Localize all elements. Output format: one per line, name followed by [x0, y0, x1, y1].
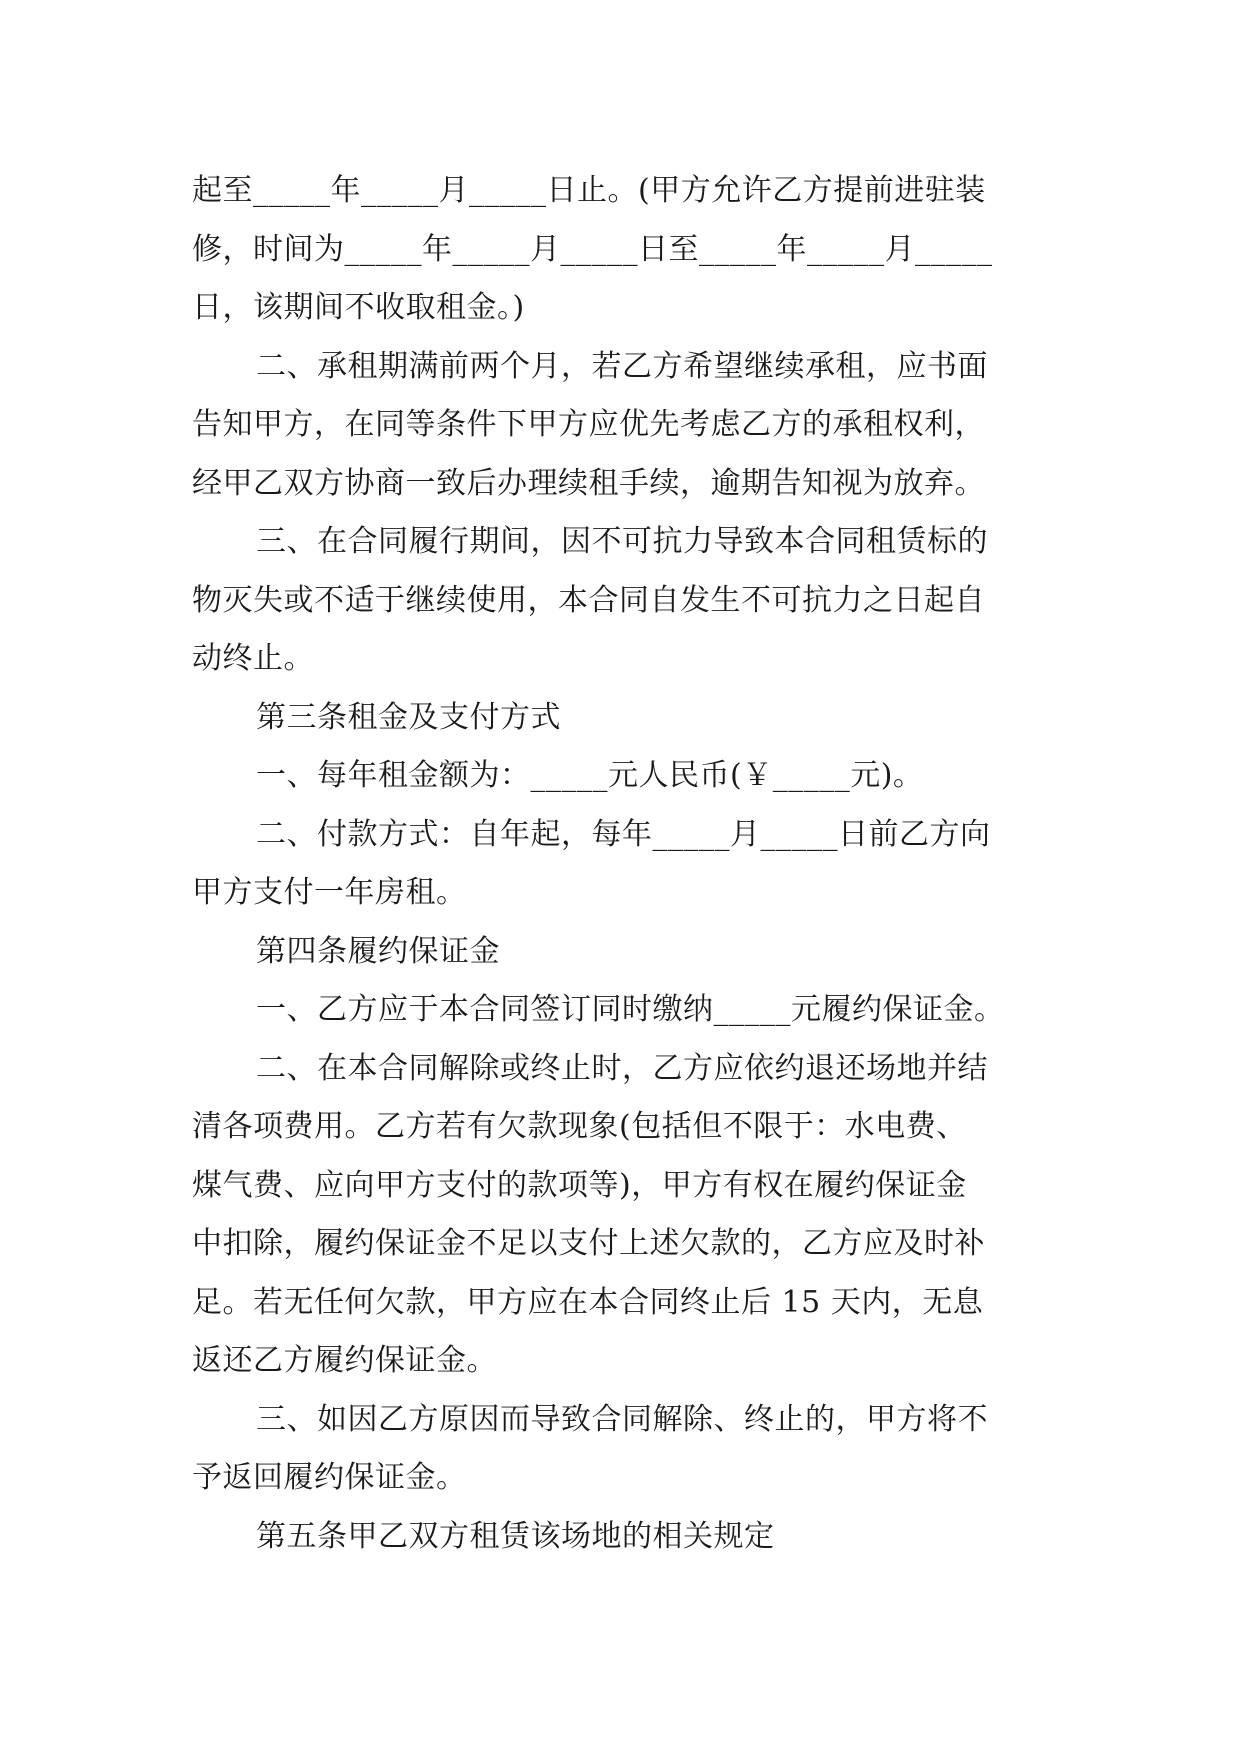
text-line: 二、付款方式：自年起，每年_____月_____日前乙方向 — [256, 816, 991, 852]
text-line: 第五条甲乙双方租赁该场地的相关规定 — [256, 1518, 775, 1554]
text-line: 清各项费用。乙方若有欠款现象(包括但不限于：水电费、 — [192, 1109, 967, 1144]
text-line: 动终止。 — [192, 641, 314, 676]
text-line: 煤气费、应向甲方支付的款项等)，甲方有权在履约保证金 — [192, 1167, 967, 1203]
text-line: 三、在合同履行期间，因不可抗力导致本合同租赁标的 — [256, 524, 988, 559]
text-line: 一、乙方应于本合同签订同时缴纳_____元履约保证金。 — [256, 992, 1005, 1027]
text-line: 修，时间为_____年_____月_____日至_____年_____月_____ — [192, 231, 993, 267]
contract-body — [192, 162, 1062, 1566]
text-line: 三、如因乙方原因而导致合同解除、终止的，甲方将不 — [256, 1401, 988, 1437]
text-line: 二、承租期满前两个月，若乙方希望继续承租，应书面 — [256, 348, 988, 384]
text-line: 日，该期间不收取租金。) — [192, 290, 525, 325]
text-line: 第四条履约保证金 — [256, 933, 500, 969]
text-line: 物灭失或不适于继续使用，本合同自发生不可抗力之日起自 — [192, 582, 985, 618]
text-line: 甲方支付一年房租。 — [192, 875, 467, 910]
text-line: 经甲乙双方协商一致后办理续租手续，逾期告知视为放弃。 — [192, 465, 985, 501]
text-line: 中扣除，履约保证金不足以支付上述欠款的，乙方应及时补 — [192, 1226, 985, 1261]
text-line: 告知甲方，在同等条件下甲方应优先考虑乙方的承租权利， — [192, 407, 985, 442]
text-line: 二、在本合同解除或终止时，乙方应依约退还场地并结 — [256, 1050, 988, 1086]
text-line: 予返回履约保证金。 — [192, 1460, 467, 1495]
text-line: 起至_____年_____月_____日止。(甲方允许乙方提前进驻装 — [192, 173, 986, 208]
text-line: 返还乙方履约保证金。 — [192, 1343, 497, 1378]
text-line: 一、每年租金额为：_____元人民币(￥_____元)。 — [256, 758, 924, 793]
text-line: 足。若无任何欠款，甲方应在本合同终止后 15 天内，无息 — [192, 1284, 984, 1320]
text-line: 第三条租金及支付方式 — [256, 699, 561, 735]
